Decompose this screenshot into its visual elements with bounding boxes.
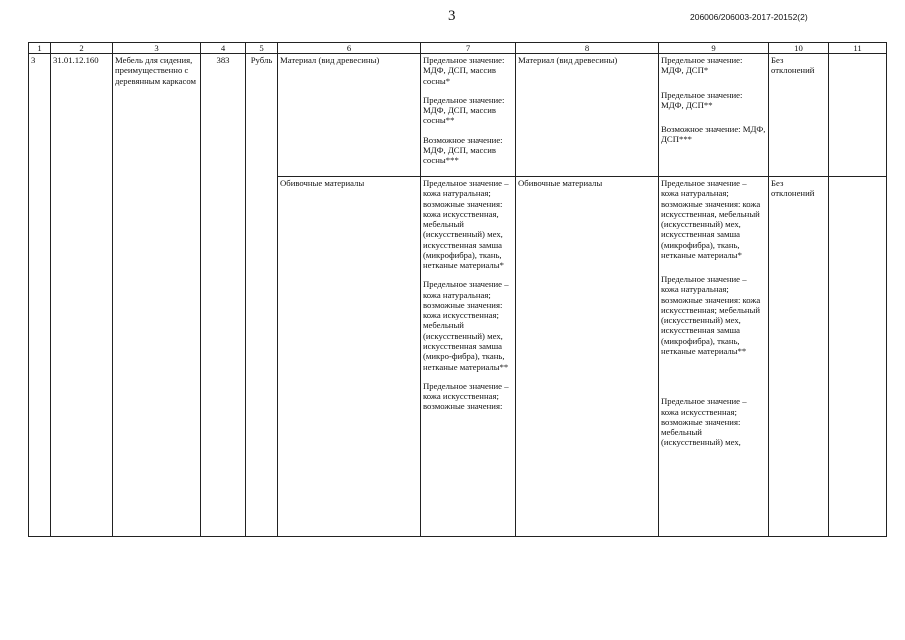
characteristic-name: Обивочные материалы: [516, 177, 659, 537]
value-block: Предельное значение – кожа натуральная; возможные значения: кожа искусственная, мебельный (искусственный) мех, искусственная замша (микрофибра), ткань, нетканые материалы*: [423, 178, 509, 271]
characteristic-name: Материал (вид древесины): [516, 54, 659, 177]
value-block: Предельное значение – кожа натуральная; возможные значения: кожа искусственная, мебельный (искусственный) мех, искусственная замша (микрофибра), ткань, нетканые материалы*: [661, 178, 761, 260]
value-block: Возможное значение: МДФ, ДСП, массив сосны***: [423, 134, 503, 166]
value-block: Предельное значение: МДФ, ДСП*: [661, 55, 743, 76]
item-name: Мебель для сидения, преимущественно с деревянным каркасом: [113, 54, 201, 537]
characteristic-values: [659, 54, 769, 177]
column-number: 11: [829, 43, 887, 54]
column-number: 5: [246, 43, 278, 54]
okpd-code: 31.01.12.160: [51, 54, 113, 537]
column-number: 3: [113, 43, 201, 54]
deviation: Без отклонений: [769, 54, 829, 177]
column-number: 1: [29, 43, 51, 54]
justification: [829, 177, 887, 537]
value-block: Предельное значение – кожа натуральная; возможные значения: кожа искусственная; мебельный (искусственный) мех, искусственная замша (микрофибра), ткань, нетканые материалы**: [661, 274, 761, 356]
unit-name: Рубль: [246, 54, 278, 537]
table-row: [29, 54, 887, 177]
value-block: Возможное значение: МДФ, ДСП***: [661, 124, 766, 145]
column-number: 2: [51, 43, 113, 54]
value-block: Предельное значение: МДФ, ДСП, массив сосны*: [423, 55, 505, 86]
value-block: Предельное значение – кожа натуральная; возможные значения: кожа искусственная; мебельный (искусственный) мех, искусственная замша (микро-фибра), ткань, нетканые материалы**: [423, 279, 509, 372]
requirements-table: [28, 42, 887, 537]
value-block: Предельное значение – кожа искусственная; возможные значения:: [423, 380, 509, 412]
column-number: 9: [659, 43, 769, 54]
column-number: 4: [201, 43, 246, 54]
justification: [829, 54, 887, 177]
value-block: Предельное значение – кожа искусственная; возможные значения: мебельный (искусственный) мех,: [661, 396, 747, 448]
characteristic-values: [659, 177, 769, 537]
value-block: Предельное значение: МДФ, ДСП**: [661, 89, 743, 110]
column-number: 8: [516, 43, 659, 54]
column-number: 10: [769, 43, 829, 54]
okei-code: 383: [201, 54, 246, 537]
value-block: Предельное значение: МДФ, ДСП, массив сосны**: [423, 94, 505, 126]
deviation: Без отклонений: [769, 177, 829, 537]
column-number: 6: [278, 43, 421, 54]
page-number: 3: [448, 8, 456, 24]
characteristic-name: Обивочные материалы: [278, 177, 421, 537]
characteristic-name: Материал (вид древесины): [278, 54, 421, 177]
characteristic-values: [421, 54, 516, 177]
document-code: 206006/206003-2017-20152(2): [690, 12, 808, 22]
characteristic-values: [421, 177, 516, 537]
column-number-row: [29, 43, 887, 54]
row-number: 3: [29, 54, 51, 537]
column-number: 7: [421, 43, 516, 54]
